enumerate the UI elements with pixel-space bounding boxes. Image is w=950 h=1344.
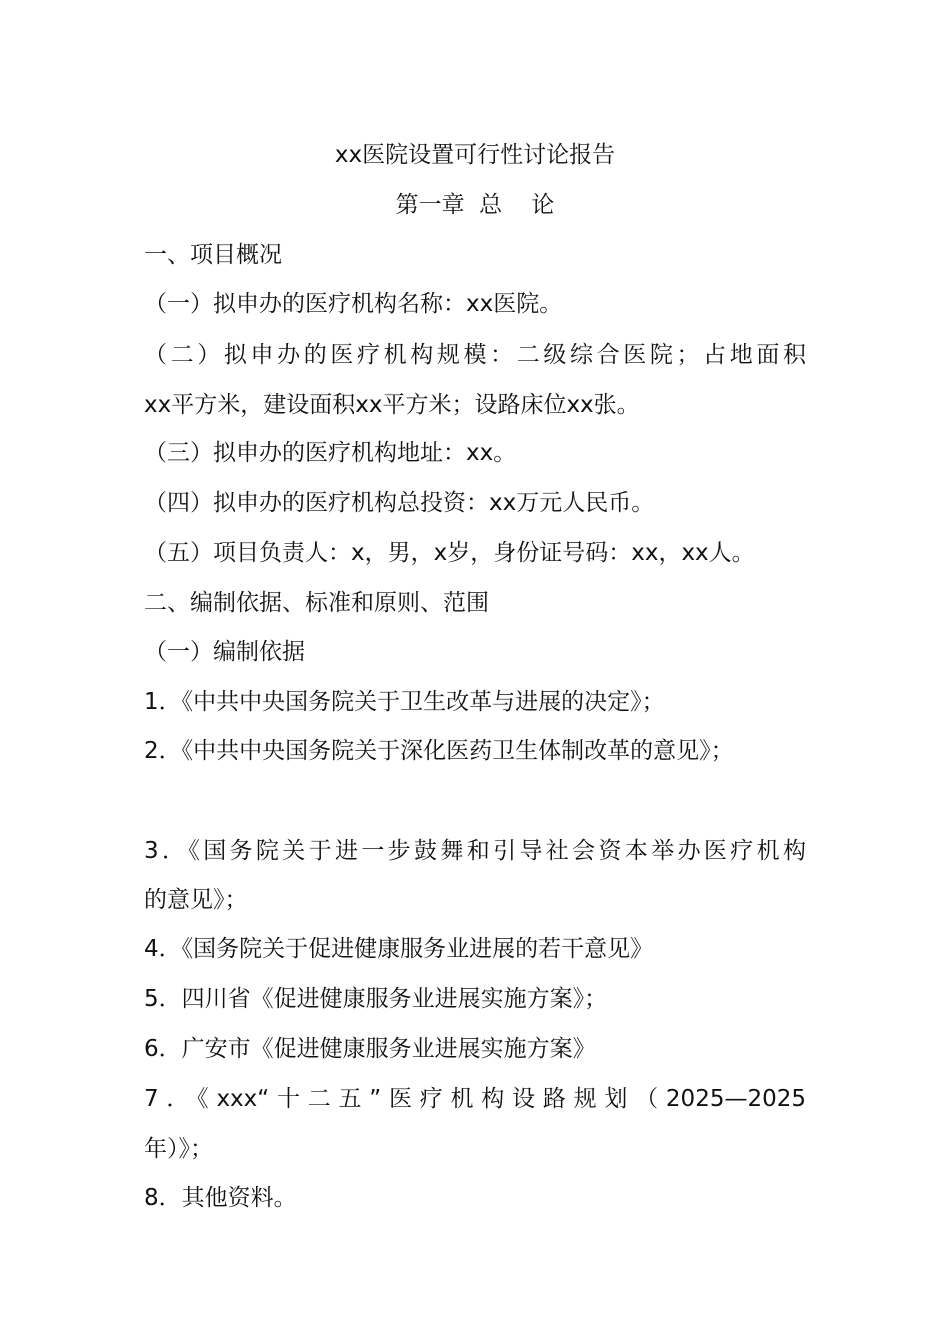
list-item: 的意见》； [144,887,248,913]
section-heading: 二、编制依据、标准和原则、范围 [144,590,489,616]
paragraph: （二）拟申办的医疗机构规模：二级综合医院；占地面积 [144,342,806,368]
list-item: 5．四川省《促进健康服务业进展实施方案》； [144,986,608,1012]
list-item: 4．《国务院关于促进健康服务业进展的若干意见》 [144,936,654,962]
list-item: 3．《国务院关于进一步鼓舞和引导社会资本举办医疗机构 [144,838,806,864]
paragraph: （一）拟申办的医疗机构名称：xx医院。 [144,291,563,317]
list-item: 7．《xxx“十二五”医疗机构设路规划（2025—2025 [144,1086,806,1112]
list-item: 1．《中共中央国务院关于卫生改革与进展的决定》； [144,689,665,715]
list-item: 8．其他资料。 [144,1185,297,1211]
section-heading: 一、项目概况 [144,242,282,268]
paragraph: xx平方米，建设面积xx平方米；设路床位xx张。 [144,392,640,418]
paragraph: （五）项目负责人：x，男，x岁，身份证号码：xx，xx人。 [144,540,755,566]
chapter-title: 第一章 总 论 [395,192,555,218]
list-item: 2．《中共中央国务院关于深化医药卫生体制改革的意见》； [144,738,734,764]
subsection-heading: （一）编制依据 [144,639,305,665]
document-title: xx医院设置可行性讨论报告 [334,142,616,168]
list-item: 年）》； [144,1136,213,1162]
paragraph: （四）拟申办的医疗机构总投资：xx万元人民币。 [144,490,655,516]
list-item: 6．广安市《促进健康服务业进展实施方案》 [144,1036,596,1062]
paragraph: （三）拟申办的医疗机构地址：xx。 [144,440,517,466]
